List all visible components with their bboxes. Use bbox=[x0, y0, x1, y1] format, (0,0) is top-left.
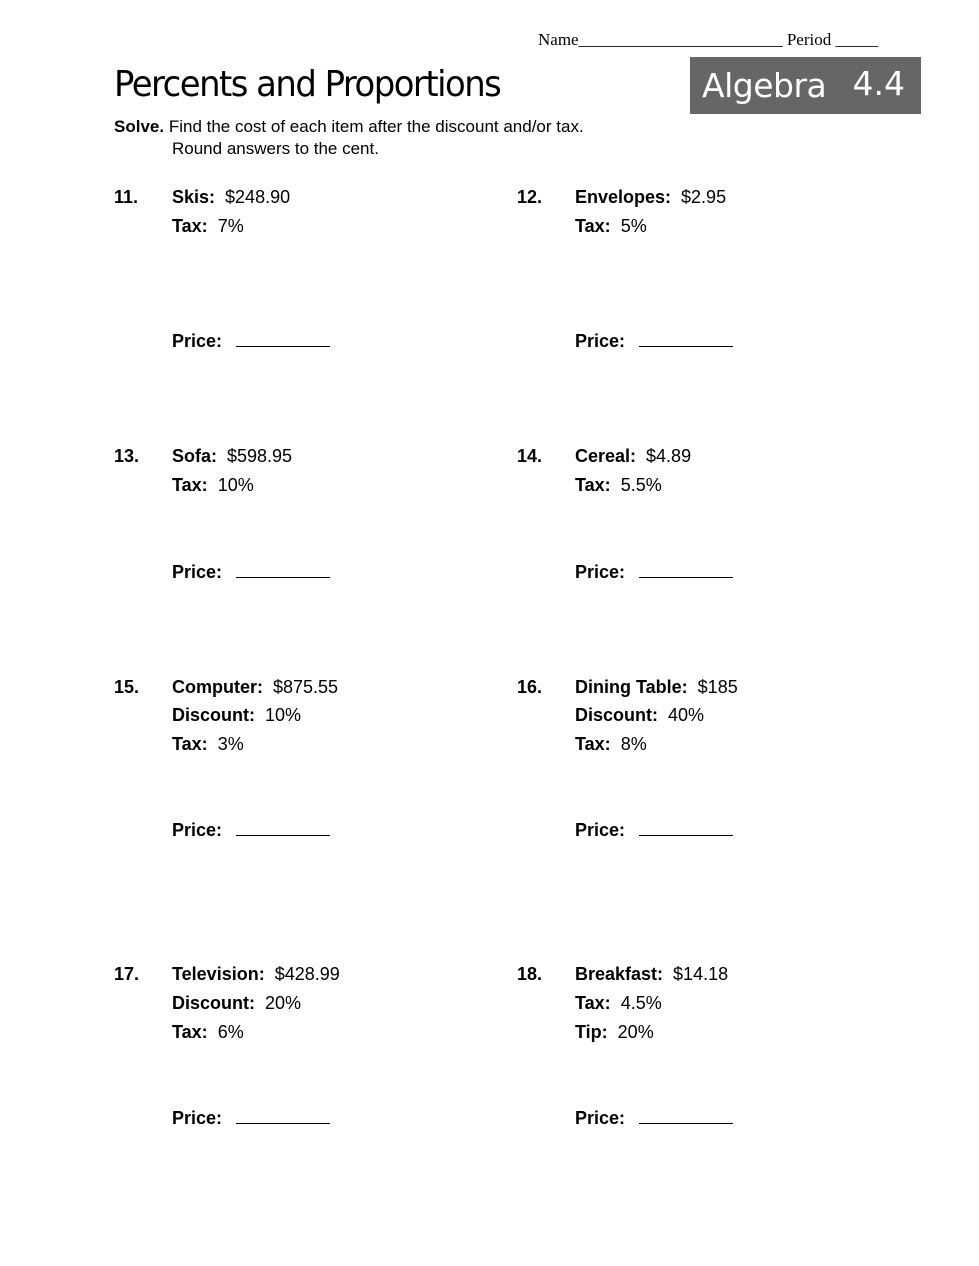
item-row bbox=[575, 676, 738, 698]
row-value: 10% bbox=[217, 475, 254, 495]
row-value: $185 bbox=[697, 677, 738, 697]
instructions-label: Solve. bbox=[114, 117, 165, 136]
row-value: 5% bbox=[620, 216, 647, 236]
row-label: Skis: bbox=[172, 187, 216, 207]
row-value: 40% bbox=[668, 705, 705, 725]
instructions-line-2: Round answers to the cent. bbox=[172, 139, 379, 158]
row-label: Discount: bbox=[172, 705, 255, 725]
row-label: Tax: bbox=[172, 1022, 208, 1042]
row-value: 8% bbox=[620, 734, 647, 754]
page-title: Percents and Proportions bbox=[114, 64, 501, 105]
price-label: Price: bbox=[172, 820, 223, 840]
tax-row bbox=[575, 215, 647, 237]
row-value: 6% bbox=[217, 1022, 244, 1042]
price-label: Price: bbox=[575, 820, 626, 840]
price-label: Price: bbox=[172, 1108, 223, 1128]
answer-blank[interactable] bbox=[639, 819, 733, 836]
price-answer bbox=[575, 330, 733, 352]
tip-row bbox=[575, 1021, 654, 1043]
price-answer bbox=[575, 1107, 733, 1129]
row-value: $875.55 bbox=[273, 677, 339, 697]
row-value: 5.5% bbox=[620, 475, 662, 495]
price-label: Price: bbox=[172, 562, 223, 582]
problem-number: 17. bbox=[114, 964, 140, 984]
instructions bbox=[114, 116, 584, 160]
item-row bbox=[575, 963, 728, 985]
row-label: Tip: bbox=[575, 1022, 608, 1042]
row-label: Tax: bbox=[172, 734, 208, 754]
row-label: Tax: bbox=[172, 475, 208, 495]
row-label: Cereal: bbox=[575, 446, 637, 466]
row-value: $2.95 bbox=[681, 187, 727, 207]
price-label: Price: bbox=[575, 562, 626, 582]
row-value: 7% bbox=[217, 216, 244, 236]
row-value: 3% bbox=[217, 734, 244, 754]
row-value: 20% bbox=[617, 1022, 654, 1042]
problem-number: 16. bbox=[517, 677, 543, 697]
price-answer bbox=[172, 330, 330, 352]
instructions-line-1: Find the cost of each item after the discount and/or tax. bbox=[168, 117, 584, 136]
item-row bbox=[172, 963, 340, 985]
problem-number: 11. bbox=[114, 187, 139, 207]
price-answer bbox=[575, 819, 733, 841]
price-label: Price: bbox=[575, 331, 626, 351]
row-label: Envelopes: bbox=[575, 187, 672, 207]
discount-row bbox=[172, 992, 301, 1014]
tax-row bbox=[172, 215, 244, 237]
row-value: $428.99 bbox=[274, 964, 340, 984]
name-period-line: Name________________________ Period _____ bbox=[538, 30, 878, 49]
problem-number: 13. bbox=[114, 446, 140, 466]
row-label: Sofa: bbox=[172, 446, 217, 466]
price-answer bbox=[172, 1107, 330, 1129]
row-label: Tax: bbox=[575, 734, 611, 754]
row-value: 20% bbox=[265, 993, 302, 1013]
item-row bbox=[172, 186, 290, 208]
row-label: Tax: bbox=[575, 993, 611, 1013]
badge-lesson-number: 4.4 bbox=[852, 64, 905, 103]
problem-number: 15. bbox=[114, 677, 140, 697]
row-label: Tax: bbox=[172, 216, 208, 236]
discount-row bbox=[172, 704, 301, 726]
row-value: $248.90 bbox=[225, 187, 291, 207]
tax-row bbox=[172, 474, 254, 496]
answer-blank[interactable] bbox=[236, 1107, 330, 1124]
row-value: $4.89 bbox=[646, 446, 692, 466]
answer-blank[interactable] bbox=[639, 561, 733, 578]
price-answer bbox=[575, 561, 733, 583]
tax-row bbox=[172, 733, 244, 755]
price-answer bbox=[172, 561, 330, 583]
subject-badge bbox=[690, 57, 921, 114]
row-label: Television: bbox=[172, 964, 265, 984]
item-row bbox=[172, 676, 338, 698]
discount-row bbox=[575, 704, 704, 726]
problem-number: 18. bbox=[517, 964, 543, 984]
row-label: Breakfast: bbox=[575, 964, 664, 984]
price-answer bbox=[172, 819, 330, 841]
problem-number: 14. bbox=[517, 446, 543, 466]
item-row bbox=[172, 445, 292, 467]
tax-row bbox=[172, 1021, 244, 1043]
problem-number: 12. bbox=[517, 187, 543, 207]
answer-blank[interactable] bbox=[236, 330, 330, 347]
row-label: Discount: bbox=[172, 993, 255, 1013]
row-label: Discount: bbox=[575, 705, 658, 725]
item-row bbox=[575, 186, 726, 208]
price-label: Price: bbox=[575, 1108, 626, 1128]
badge-subject: Algebra bbox=[702, 66, 827, 105]
row-label: Computer: bbox=[172, 677, 263, 697]
row-value: $14.18 bbox=[673, 964, 729, 984]
row-label: Tax: bbox=[575, 475, 611, 495]
answer-blank[interactable] bbox=[236, 561, 330, 578]
row-label: Tax: bbox=[575, 216, 611, 236]
answer-blank[interactable] bbox=[236, 819, 330, 836]
tax-row bbox=[575, 733, 647, 755]
tax-row bbox=[575, 474, 662, 496]
answer-blank[interactable] bbox=[639, 330, 733, 347]
item-row bbox=[575, 445, 691, 467]
row-label: Dining Table: bbox=[575, 677, 688, 697]
price-label: Price: bbox=[172, 331, 223, 351]
row-value: 4.5% bbox=[620, 993, 662, 1013]
tax-row bbox=[575, 992, 662, 1014]
row-value: $598.95 bbox=[227, 446, 293, 466]
answer-blank[interactable] bbox=[639, 1107, 733, 1124]
row-value: 10% bbox=[265, 705, 302, 725]
